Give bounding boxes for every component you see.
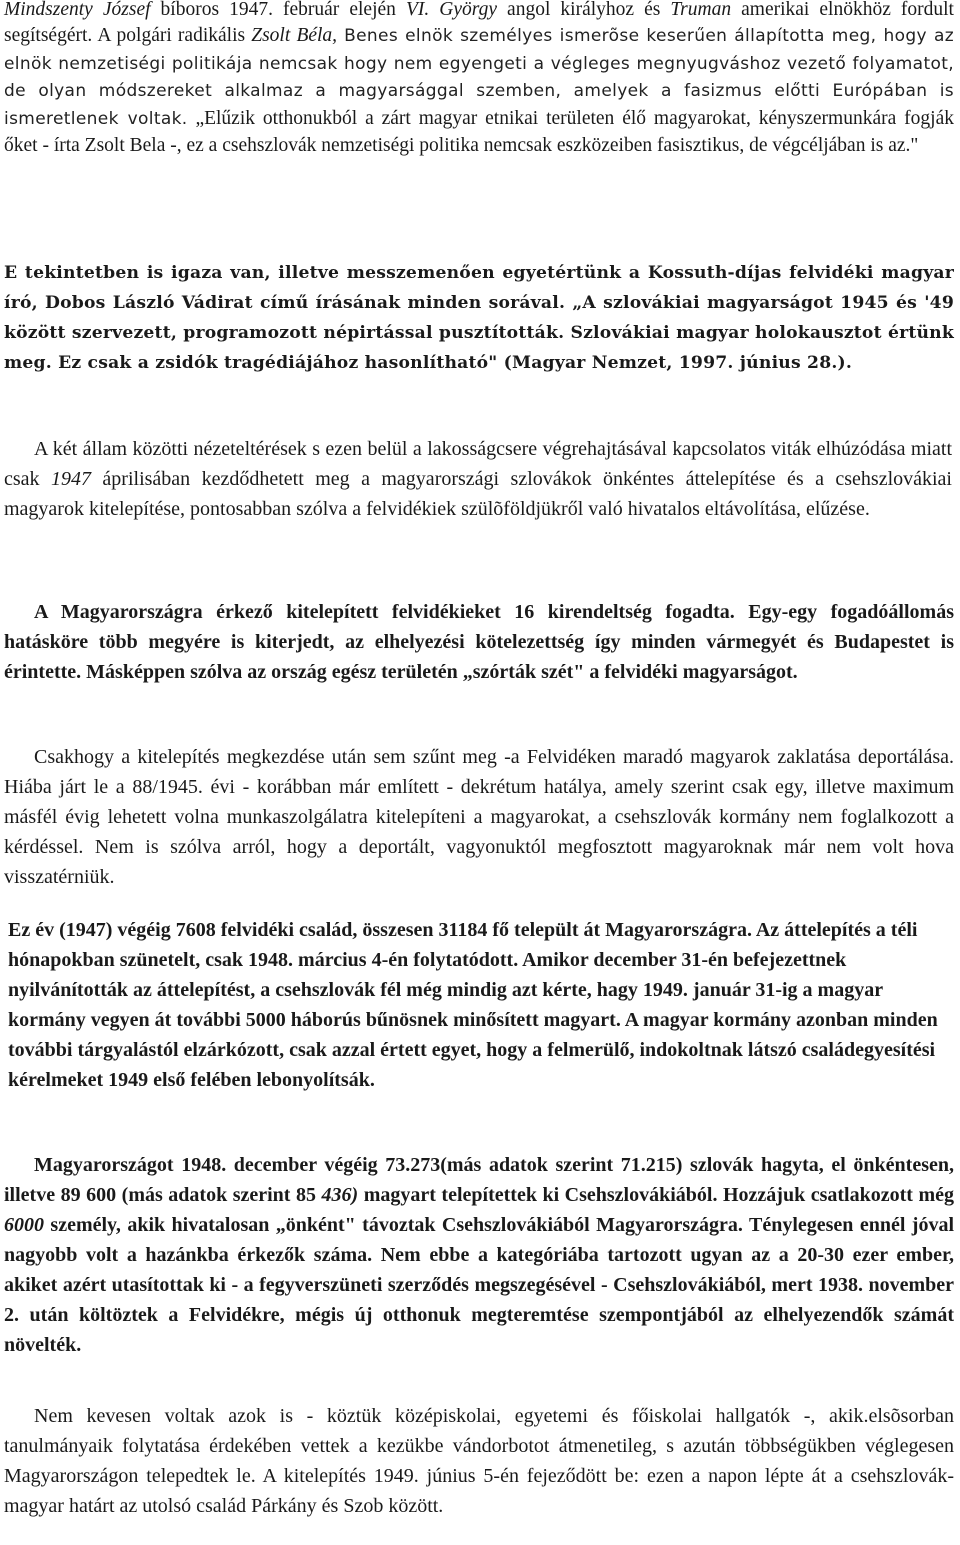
zsolt-statement: Benes elnök személyes ismerõse keserűen állapította meg, hogy az elnök nemzetiségi politikája nemcsak hogy nem egyengeti a végleges megnyugváshoz vezető folyamatot, de olyan módszereket alkalmaz a magyarsággal szemben, amelyek a fasizmus előtti Európában is ismeretlenek voltak.: [4, 26, 954, 129]
figure-6000: 6000: [4, 1214, 44, 1236]
paragraph-population-exchange: A két állam közötti nézeteltérések s ezen belül a lakosságcsere végrehajtásával kapcsolatos viták elhúzódása miatt csak 1947 áprilisában kezdődhetett meg a magyarországi szlovákok önkéntes áttelepítése és a csehszlovákiai magyarok kitelepítése, pontosabban szólva a felvidékiek szülõföldjükről való hivatalos eltávolítása, elűzése.: [4, 438, 952, 520]
year-1947: 1947: [50, 468, 91, 490]
person-name-zsolt: Zsolt Béla,: [251, 25, 338, 46]
person-name-king: VI. György: [405, 0, 498, 20]
paragraph-1948-statistics: Magyarországot 1948. december végéig 73.273(más adatok szerint 71.215) szlovák hagyta, el önkéntesen, illetve 89 600 (más adatok szerint 85 436) magyart telepítettek ki Csehszlovákiából. Hozzájuk csatlakozott még 6000 személy, akik hivatalosan „önként" távoztak Csehszlovákiából Magyarországra. Ténylegesen ennél jóval nagyobb volt a hazánkba érkezők száma. Nem ebbe a kategóriába tartozott ugyan az a 20-30 ezer ember, akiket azért utasítottak ki - a fegyverszüneti szerződés megszegésével - Csehszlovákiából, mert 1938. november 2. után költöztek a Felvidékre, mégis új otthonuk megteremtése szempontjából az elhelyezendők számát növelték.: [4, 1154, 954, 1356]
person-name-truman: Truman: [670, 0, 732, 20]
paragraph-reception-stations: A Magyarországra érkező kitelepített felvidékieket 16 kirendeltség fogadta. Egy-egy fogadóállomás hatásköre több megyére is kiterjedt, az elhelyezési kötelezettség így minden vármegyét és Budapestet is érintette. Másképpen szólva az ország egész területén „szórták szét" a felvidéki magyarságot.: [4, 601, 954, 683]
paragraph-dobos-quote: E tekintetben is igaza van, illetve messzemenően egyetértünk a Kossuth-díjas felvidéki magyar író, Dobos László Vádirat című írásának minden sorával. „A szlovákiai magyarságot 1945 és '49 között szervezett, programozott népirtással pusztították. Szlovákiai magyar holokausztot értünk meg. Ez csak a zsidók tragédiájához hasonlítható" (Magyar Nemzet, 1997. június 28.).: [4, 263, 954, 373]
paragraph-1947-statistics: Ez év (1947) végéig 7608 felvidéki család, összesen 31184 fő települt át Magyarországra. Az áttelepítés a téli hónapokban szünetelt, csak 1948. március 4-én folytatódott. Amikor december 31-én befejezettnek nyilvánították az áttelepítést, a csehszlovák fél még mindig azt kérte, hagy 1949. január 31-ig a magyar kormány vegyen át további 5000 háborús bűnösnek minősített magyart. A magyar kormány azonban minden további tárgyalástól elzárkózott, csak azzal értett egyet, hogy a felmerülő, indokoltnak látszó családegyesítési kérelmeket 1949 első felében lebonyolítsák.: [8, 919, 938, 1091]
figure-436: 436): [321, 1184, 359, 1206]
paragraph-deportation: Csakhogy a kitelepítés megkezdése után sem szűnt meg -a Felvidéken maradó magyarok zaklatása deportálása. Hiába járt le a 88/1945. évi - korábban már említett - dekrétum hatálya, amely szerint csak egy, illetve maximum másfél évig lehetett volna munkaszolgálatra kitelepíteni a magyarokat, a csehszlovák kormány nem foglalkozott a kérdéssel. Nem is szólva arról, hogy a deportált, vagyonuktól megfosztott magyaroknak már nem volt hova visszatérniük.: [4, 746, 954, 888]
paragraph-mindszenty-zsolt: Mindszenty József bíboros 1947. február elején VI. György angol királyhoz és Truman amerikai elnökhöz fordult segítségért. A polgári radikális Zsolt Béla, Benes elnök személyes ismerõse keserűen állapította meg, hogy az elnök nemzetiségi politikája nemcsak hogy nem egyengeti a végleges megnyugváshoz vezető folyamatot, de olyan módszereket alkalmaz a magyarsággal szemben, amelyek a fasizmus előtti Európában is ismeretlenek voltak. „Elűzik otthonukból a zárt magyar etnikai területen élő magyarokat, kényszermunkára fogják őket - írta Zsolt Bela -, ez a csehszlovák nemzetiségi politika nemcsak eszközeiben fasisztikus, de végcéljában is az.": [4, 0, 954, 156]
zsolt-quote: „Elűzik otthonukból a zárt magyar etnikai területen élő magyarokat, kényszermunkára fogják őket - írta Zsolt Bela -, ez a csehszlovák nemzetiségi politika nemcsak eszközeiben fasisztikus, de végcéljában is az.": [4, 107, 954, 156]
person-name-mindszenty: Mindszenty József: [4, 0, 151, 20]
paragraph-students-and-end: Nem kevesen voltak azok is - köztük középiskolai, egyetemi és főiskolai hallgatók -, akik.elsõsorban tanulmányaik folytatása érdekében vettek a kezükbe vándorbotot átmenetileg, s azután többségükben véglegesen Magyarországon telepedtek le. A kitelepítés 1949. június 5-én fejeződött be: ezen a napon lépte át a csehszlovák-magyar határt az utolsó család Párkány és Szob között.: [4, 1405, 954, 1517]
